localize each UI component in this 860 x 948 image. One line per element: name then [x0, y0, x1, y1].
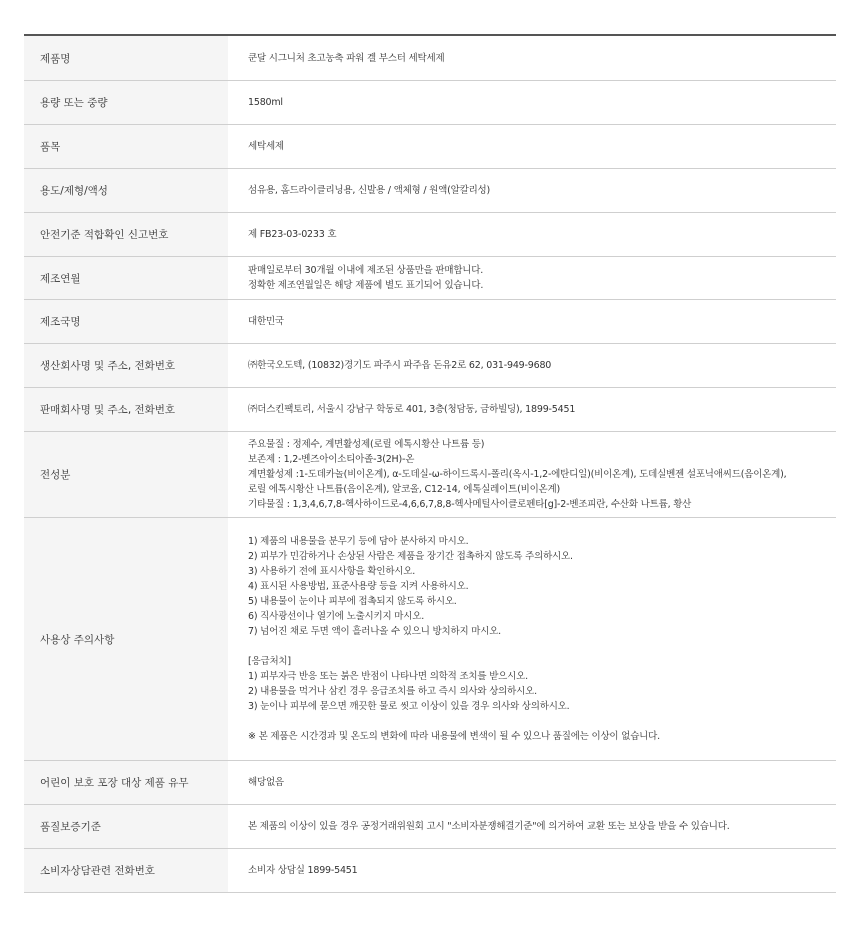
spec-row: [24, 344, 836, 388]
spec-value: [228, 388, 836, 431]
spec-value: [228, 213, 836, 256]
spec-value-line: 3) 사용하기 전에 표시사항을 확인하시오.: [248, 566, 416, 577]
spec-value-line: 주요물질 : 정제수, 계면활성제(로릴 에톡시황산 나트륨 등): [248, 439, 485, 450]
spec-value-line: [응급처치]: [248, 656, 291, 667]
spec-value: [228, 125, 836, 168]
spec-value-line: 3) 눈이나 피부에 묻으면 깨끗한 물로 씻고 이상이 있을 경우 의사와 상의하시오.: [248, 701, 570, 712]
spec-value: [228, 518, 836, 760]
spec-label: 용량 또는 중량: [24, 81, 228, 124]
spec-label: 판매회사명 및 주소, 전화번호: [24, 388, 228, 431]
spec-label: 용도/제형/액성: [24, 169, 228, 212]
spec-value: [228, 805, 836, 848]
spec-value: [228, 300, 836, 343]
spec-label: 어린이 보호 포장 대상 제품 유무: [24, 761, 228, 804]
spec-value-line: 세탁세제: [248, 141, 284, 152]
spec-label: 전성분: [24, 432, 228, 517]
spec-value: [228, 81, 836, 124]
spec-value-line: ㈜한국오도텍, (10832)경기도 파주시 파주읍 돈유2로 62, 031-949-9680: [248, 360, 552, 371]
spec-value: [228, 432, 836, 517]
spec-value: [228, 849, 836, 892]
spec-label: 안전기준 적합확인 신고번호: [24, 213, 228, 256]
spec-value: [228, 169, 836, 212]
spec-row: [24, 805, 836, 849]
spec-value-line: 쿤달 시그니처 초고농축 파워 겔 부스터 세탁세제: [248, 52, 445, 64]
spec-value-line: 5) 내용물이 눈이나 피부에 접촉되지 않도록 하시오.: [248, 596, 457, 607]
spec-value-line: 해당없음: [248, 777, 284, 788]
spec-label: 생산회사명 및 주소, 전화번호: [24, 344, 228, 387]
spec-value-line: ※ 본 제품은 시간경과 및 온도의 변화에 따라 내용물에 변색이 될 수 있으나 품질에는 이상이 없습니다.: [248, 731, 660, 742]
spec-row: [24, 849, 836, 893]
spec-value: [228, 36, 836, 80]
spec-value-line: 소비자 상담실 1899-5451: [248, 865, 358, 876]
spec-label: 제품명: [24, 36, 228, 80]
spec-value-line: 판매일로부터 30개월 이내에 제조된 상품만을 판매합니다.: [248, 265, 484, 276]
spec-value-line: 계면활성제 :1-도데카놀(비이온계), α-도데실-ω-하이드록시-폴리(옥시-1,2-에탄디일)(비이온계), 도데실벤젠 설포닉애씨드(음이온계),: [248, 469, 787, 480]
spec-value-line: 2) 내용물을 먹거나 삼킨 경우 응급조치를 하고 즉시 의사와 상의하시오.: [248, 686, 537, 697]
spec-value-line: 섬유용, 홈드라이클리닝용, 신발용 / 액체형 / 원액(알칼리성): [248, 185, 491, 196]
spec-row: [24, 432, 836, 518]
spec-value-line: ㈜더스킨팩토리, 서울시 강남구 학동로 401, 3층(청담동, 금하빌딩), 1899-5451: [248, 404, 576, 415]
spec-label: 제조연월: [24, 257, 228, 299]
spec-value-line: 로릴 에톡시황산 나트륨(음이온계), 알코올, C12-14, 에톡실레이트(비이온계): [248, 484, 561, 495]
spec-row: [24, 213, 836, 257]
spec-value-line: 정확한 제조연월일은 해당 제품에 별도 표기되어 있습니다.: [248, 280, 484, 291]
spec-row: [24, 761, 836, 805]
spec-row: [24, 300, 836, 344]
spec-row: [24, 518, 836, 761]
spec-label: 소비자상담관련 전화번호: [24, 849, 228, 892]
spec-row: [24, 125, 836, 169]
spec-label: 사용상 주의사항: [24, 518, 228, 760]
spec-row: [24, 81, 836, 125]
spec-value: [228, 344, 836, 387]
spec-row: [24, 388, 836, 432]
line-spacer: [248, 639, 828, 654]
spec-label: 품목: [24, 125, 228, 168]
spec-value: [228, 761, 836, 804]
spec-row: [24, 257, 836, 300]
spec-value-line: 본 제품의 이상이 있을 경우 공정거래위원회 고시 "소비자분쟁해결기준"에 의거하여 교환 또는 보상을 받을 수 있습니다.: [248, 821, 730, 832]
spec-value-line: 기타물질 : 1,3,4,6,7,8-헥사하이드로-4,6,6,7,8,8-헥사메틸사이클로펜타[g]-2-벤조피란, 수산화 나트륨, 황산: [248, 499, 692, 510]
spec-value-line: 보존제 : 1,2-벤즈아이소티아졸-3(2H)-온: [248, 454, 415, 465]
spec-label: 제조국명: [24, 300, 228, 343]
spec-row: [24, 169, 836, 213]
spec-row: [24, 36, 836, 81]
spec-value-line: 1580ml: [248, 97, 283, 108]
spec-value-line: 2) 피부가 민감하거나 손상된 사람은 제품을 장기간 접촉하지 않도록 주의하시오.: [248, 551, 573, 562]
spec-value: [228, 257, 836, 299]
spec-value-line: 7) 넘어진 채로 두면 액이 흘러나올 수 있으니 방치하지 마시오.: [248, 626, 501, 637]
spec-value-line: 1) 제품의 내용물을 분무기 등에 담아 분사하지 마시오.: [248, 536, 469, 547]
line-spacer: [248, 714, 828, 729]
spec-value-line: 대한민국: [248, 316, 284, 327]
spec-value-line: 4) 표시된 사용방법, 표준사용량 등을 지켜 사용하시오.: [248, 581, 469, 592]
spec-label: 품질보증기준: [24, 805, 228, 848]
spec-value-line: 1) 피부자극 반응 또는 붉은 반점이 나타나면 의학적 조치를 받으시오.: [248, 671, 528, 682]
spec-value-line: 제 FB23-03-0233 호: [248, 229, 337, 240]
spec-value-line: 6) 직사광선이나 열기에 노출시키지 마시오.: [248, 611, 425, 622]
product-info-table: [24, 34, 836, 893]
